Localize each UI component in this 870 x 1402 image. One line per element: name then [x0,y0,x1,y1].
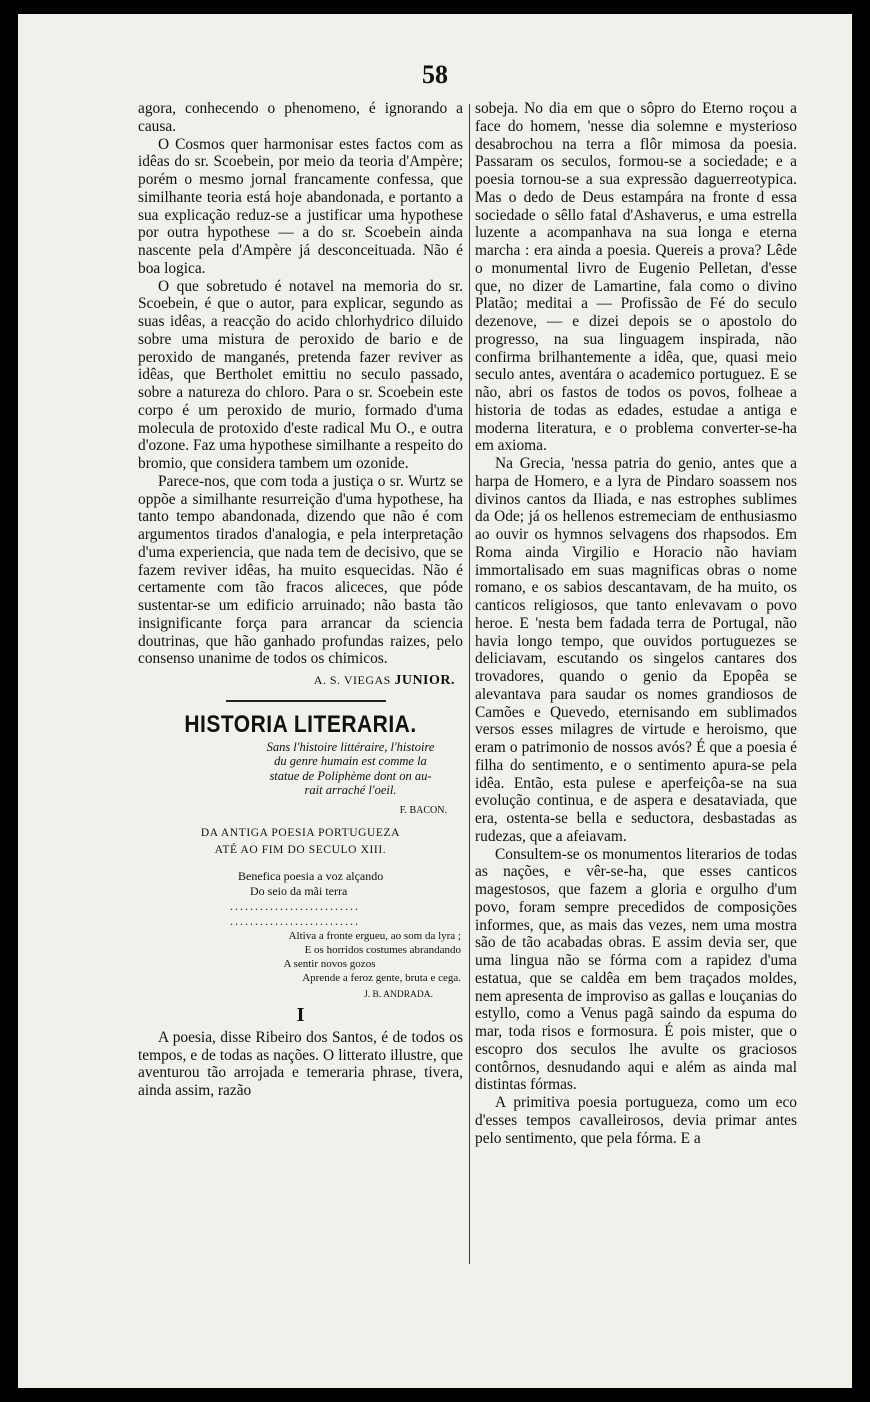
ellipsis-line: .......................... [230,899,360,914]
paragraph: Parece-nos, que com toda a justiça o sr. Wurtz se oppõe a similhante resurreição d'uma hypothese, ha tanto tempo abandonada, dizendo que não é com argumentos tirados d'analogia, e pela interpretação d'uma experiencia, que nada tem de decisivo, que se fazem reviver idêas, ha muito esquecidas. Não é certamente com tão fracos aliceces, que póde sustentar-se um edificio arruinado; não basta tão insignificante força para arrancar da sciencia doutrinas, que hão ganhado profundas raizes, pelo consenso unanime de todos os chimicos. [138,472,463,668]
subtitle-line: DA ANTIGA POESIA PORTUGUEZA [200,827,401,840]
signature-initials: A. S. VIEGAS [313,673,391,687]
subtitle-line: ATÉ AO FIM DO SECULO XIII. [214,844,387,857]
signature-name: JUNIOR. [394,673,455,688]
page-sheet [18,14,852,1388]
paragraph: Na Grecia, 'nessa patria do genio, antes que a harpa de Homero, e a lyra de Pindaro soassem nos divinos cantos da Iliada, e nas estrophes sublimes da Ode; já os hellenos estremeciam de enthusiasmo ao ouvir os hymnos selvagens dos rhapsodos. Em Roma ainda Virgilio e Horacio não haviam immortalisado em suas magnificas obras o nome romano, e os sabios descantavam, de ha muito, os canticos religiosos, que tanto enlevavam o povo heroe. E 'nesta bem fadada terra de Portugal, não havia longo tempo, que ouvidos portuguezes se deliciavam, escutando os singelos cantares dos trovadores, quando o genio da Epopêa se alevantava para saudar os nomes grandiosos de Camões e Quevedo, eternisando em sublimados versos esses milagres de virtude e heroismo, que eram o patrimonio de nossos avós? É que a poesia é filha do sentimento, e o sentimento apura-se pela idêa. Então, esta pulese e aperfeiçôa-se na sua evolução continua, e de aspera e desataviada, que era, ostenta-se bella e seductora, desbastadas as rudezas, que a afeiavam. [475,455,797,845]
paragraph: O que sobretudo é notavel na memoria do sr. Scoebein, é que o autor, para explicar, segundo as suas idêas, a reacção do acido chlorhydrico diluido sobre uma mistura de peroxido de bario e de peroxido de manganés, pretenda fazer reviver as idêas, que Bertholet emittiu no seculo passado, sobre a natureza do chloro. Para o sr. Scoebein este corpo é um peroxido de murio, formado d'uma molecula de protoxido d'este radical Mu O., e outra d'ozone. Faz uma hypothese similhante a respeito do bromio, que considera tambem um ozonide. [138,277,463,472]
article-signature [138,672,455,690]
verse-author: J. B. ANDRADA. [364,990,433,1001]
paragraph: Consultem-se os monumentos literarios de todas as nações, e vêr-se-ha, que esses canticos magestosos, que fazem a gloria e orgulho d'um povo, foram sempre precedidos de composições informes, que, as mais das vezes, nem uma mostra são de tão acabadas obras. E assim devia ser, que uma lingua não se fórma com a rapidez d'uma estatua, que se caldêa em bem traçados moldes, nem apresenta de improviso as gallas e louçanias do estyllo, como a Venus pagã saindo da espuma do mar, toda risos e formosura. É pois mister, que o escopro dos seculos lhe avulte os graciosos contôrnos, desnudando aqui e além as ainda mal distintas fórmas. [475,845,797,1094]
column-divider [469,104,470,1264]
epigraph-line: Sans l'histoire littéraire, l'histoire [266,739,435,754]
page-number: 58 [422,60,448,89]
paragraph: sobeja. No dia em que o sôpro do Eterno roçou a face do homem, 'nesse dia solemne e mysterioso desabrochou na terra a flôr mimosa da poesia. Passaram os seculos, formou-se a sociedade; e a poesia tornou-se a sua expressão daguerreotypica. Mas o dedo de Deus estampára na fronte d essa sociedade o sêllo fatal d'Ashaverus, e uma estrella luzente a acompanhava na sua longa e eterna marcha : era ainda a poesia. Quereis a prova? Lêde o monumental livro de Eugenio Pelletan, d'esse que, no dizer de Lamartine, fala como o divino Platão; meditai a — Profissão de Fé do seculo dezenove, — e dizei depois se o apostolo do progresso, na sua linguagem inspirada, não confirma brilhantemente a idêa, que, quasi meio seculo antes, aventára o academico portuguez. E se não, abri os fastos de todos os povos, folheae a historia de todas as edades, estudae a antiga e moderna literatura, e o problema converter-se-ha em axioma. [475,100,797,455]
paragraph: A poesia, disse Ribeiro dos Santos, é de todos os tempos, e de todas as nações. O litterato illustre, que aventurou tão arrojada e temeraria phrase, tivera, ainda assim, razão [138,1028,463,1099]
left-column [138,100,463,1100]
epigraph-line: du genre humain est comme la [274,754,427,768]
epigraph-author: F. BACON. [399,804,447,816]
article-subtitle [138,825,463,859]
paragraph: A primitiva poesia portugueza, como um eco d'esses tempos cavalleirosos, devia primar antes pelo sentimento, que pela fórma. E a [475,1094,797,1147]
verse-line: Benefica poesia a voz alçando [238,869,384,884]
right-column [475,100,797,1147]
paragraph: agora, conhecendo o phenomeno, é ignorando a causa. [138,100,463,135]
verse-line: Altiva a fronte ergueu, ao som da lyra ; [288,930,461,943]
section-heading: HISTORIA LITERARIA. [184,710,417,738]
section-divider [226,700,386,702]
paragraph: O Cosmos quer harmonisar estes factos com as idêas do sr. Scoebein, por meio da teoria d'Ampère; porém o mesmo jornal francamente confessa, que similhante teoria está hoje abandonada, e portanto a sua explicação reduz-se a justificar uma hypothese por outra hypothese — a do sr. Scoebein ainda nascente pela d'Ampère já desconceituada. Não é boa logica. [138,135,463,277]
epigraph-line: statue de Poliphème dont on au- [269,768,432,783]
ellipsis-line: .......................... [230,914,360,929]
epigraph [238,740,463,798]
verse-line: A sentir novos gozos [283,958,376,971]
epigraph-line: rait arraché l'oeil. [304,783,397,797]
chapter-number: I [296,1004,305,1026]
verse-line: Do seio da mãi terra [250,884,348,899]
verse-line: Aprende a feroz gente, bruta e cega. [302,972,461,985]
verse-line: E os horridos costumes abrandando [304,944,461,957]
